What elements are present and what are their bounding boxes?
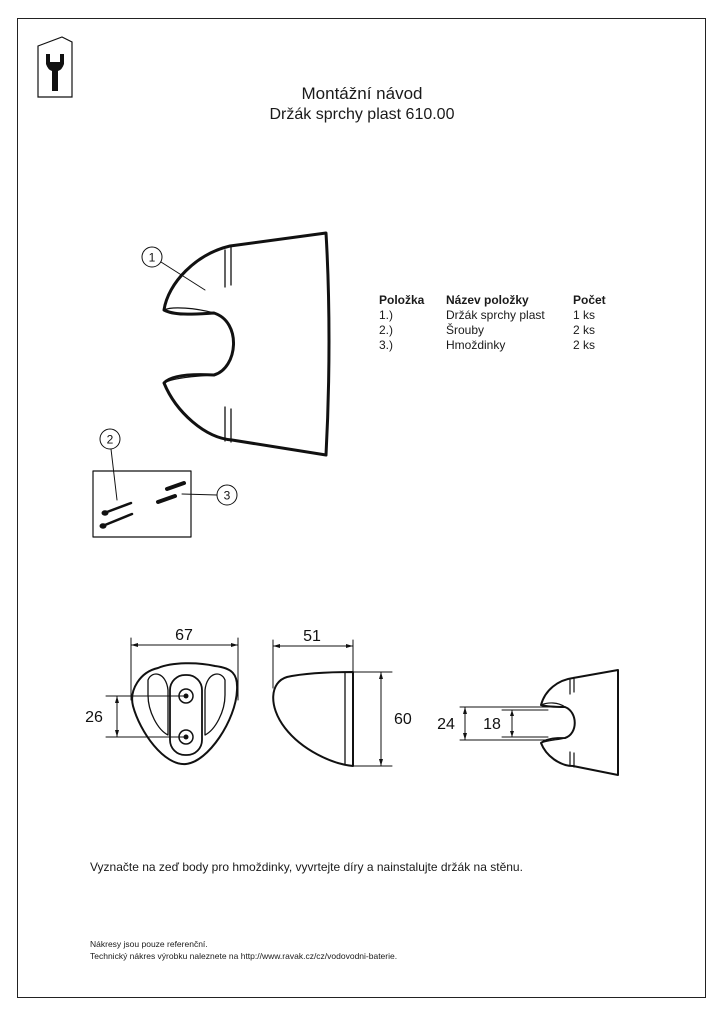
header-count: Počet	[573, 293, 606, 307]
row-item: 3.)	[379, 338, 394, 352]
row-name: Hmoždinky	[446, 338, 506, 352]
dimension-side-depth: 51	[303, 628, 321, 645]
side-view-drawing	[273, 640, 392, 766]
installation-instruction: Vyznačte na zeď body pro hmoždinky, vyvrtejte díry a nainstalujte držák na stěnu.	[90, 860, 523, 874]
holder-drawing	[142, 233, 329, 455]
dimension-front-width: 67	[175, 627, 193, 644]
screw-icon	[100, 503, 132, 528]
dimension-hole-spacing: 26	[85, 709, 103, 726]
row-count: 2 ks	[573, 338, 596, 352]
dowel-icon	[158, 483, 184, 502]
front-view-drawing	[106, 638, 238, 764]
header-item: Položka	[379, 293, 425, 307]
dimension-side-height: 60	[394, 711, 412, 728]
callout-2-label: 2	[106, 432, 114, 447]
row-item: 1.)	[379, 308, 394, 322]
footnote-technical-link: Technický nákres výrobku naleznete na http://www.ravak.cz/cz/vodovodni-baterie.	[90, 951, 398, 961]
callout-3-label: 3	[223, 488, 231, 503]
header-name: Název položky	[446, 293, 529, 307]
hardware-box	[93, 429, 237, 537]
page-title: Montážní návod	[301, 84, 423, 103]
dimension-profile-inner: 18	[483, 716, 501, 733]
row-count: 1 ks	[573, 308, 596, 322]
row-item: 2.)	[379, 323, 394, 337]
footnote-reference: Nákresy jsou pouze referenční.	[90, 939, 208, 949]
dimension-profile-outer: 24	[437, 716, 455, 733]
row-name: Šrouby	[446, 323, 485, 337]
page-subtitle: Držák sprchy plast 610.00	[269, 106, 455, 123]
row-name: Držák sprchy plast	[446, 308, 545, 322]
row-count: 2 ks	[573, 323, 596, 337]
callout-1-label: 1	[148, 250, 156, 265]
